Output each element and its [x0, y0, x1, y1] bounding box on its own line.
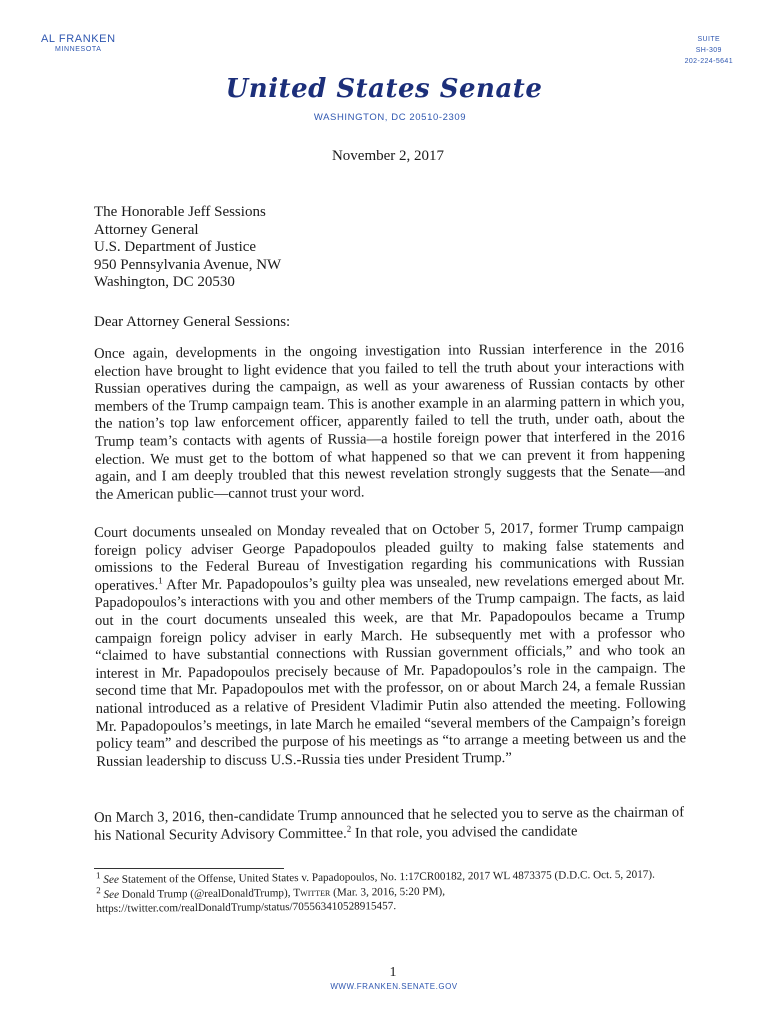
addressee-name: The Honorable Jeff Sessions [94, 204, 266, 220]
letter-date: November 2, 2017 [331, 148, 445, 164]
sender-name: AL FRANKEN [41, 33, 116, 45]
paragraph-2-text-b: After Mr. Papadopoulos’s guilty plea was unsealed, new revelations emerged about Mr. Papadopoulos’s interactions with you and other members of the Trump campaign. The facts, as laid out in the court documents unsealed this week, are that Mr. Papadopoulos became a Trump campaign foreign policy adviser in early March. He subsequently met with a professor who “claimed to have substantial connections with Russian government officials,” and who took an interest in Mr. Papadopoulos precisely because of Mr. Papadopoulos’s role in the campaign. The second time that Mr. Papadopoulos met with the professor, on or about March 24, a female Russian national introduced as a relative of President Vladimir Putin also attended the meeting. Following Mr. Papadopoulos’s meetings, in late March he emailed “several members of the Campaign’s foreign policy team” and described the purpose of his meetings as “to arrange a meeting between us and the Russian leadership to discuss U.S.-Russia ties under President Trump.” [94, 572, 687, 770]
phone-number: 202-224-5641 [684, 58, 733, 65]
body-paragraph-2 [94, 519, 686, 771]
addressee-title: Attorney General [94, 221, 199, 238]
addressee-city: Washington, DC 20530 [94, 274, 235, 290]
footnote-2-text-b: (Mar. 3, 2016, 5:20 PM), https://twitter.com/realDonaldTrump/status/705563410528915457. [96, 885, 446, 915]
footnote-2 [96, 882, 686, 916]
senate-letterhead-title: United States Senate [225, 74, 543, 104]
suite-number: SH-309 [695, 47, 722, 54]
footnote-ref-1: 1 [158, 575, 163, 586]
body-paragraph-3 [94, 804, 684, 845]
footnote-2-see: See [103, 888, 120, 901]
footnote-1-see: See [103, 873, 119, 886]
addressee-department: U.S. Department of Justice [94, 239, 257, 255]
paragraph-3-text-a: On March 3, 2016, then-candidate Trump announced that he selected you to serve as the chairman of his National Security Advisory Committee. [94, 804, 685, 844]
suite-label: SUITE [697, 36, 721, 43]
paragraph-3-text-b: In that role, you advised the candidate [351, 822, 578, 842]
footnote-2-twitter: Twitter [293, 886, 331, 900]
footnote-1-text: Statement of the Offense, United States v. Papadopoulos, No. 1:17CR00182, 2017 WL 4873375 (D.D.C. Oct. 5, 2017). [118, 868, 655, 886]
page-number: 1 [389, 965, 397, 980]
footnote-2-number: 2 [96, 885, 101, 896]
salutation: Dear Attorney General Sessions: [94, 314, 291, 330]
addressee-block [94, 204, 281, 292]
footnote-ref-2: 2 [346, 823, 352, 834]
footnotes [96, 867, 686, 917]
suite-block [685, 34, 733, 67]
addressee-street: 950 Pennsylvania Avenue, NW [94, 256, 282, 273]
footnote-2-text-a: Donald Trump (@realDonaldTrump), [118, 887, 294, 901]
footnote-divider [94, 868, 284, 869]
sender-state: MINNESOTA [55, 46, 102, 53]
paragraph-2-text-a: Court documents unsealed on Monday revealed that on October 5, 2017, former Trump campaign foreign policy adviser George Papadopoulos pleaded guilty to making false statements and omissions to the Federal Bureau of Investigation regarding his communications with Russian operatives. [94, 519, 685, 594]
footer-url: WWW.FRANKEN.SENATE.GOV [330, 982, 458, 991]
footnote-1-number: 1 [95, 870, 101, 881]
body-paragraph-1: Once again, developments in the ongoing investigation into Russian interference in the 2016 election have brought to light evidence that you failed to tell the truth about your interactions with Russian operatives during the campaign, as well as your awareness of Russian contacts by other members of the Trump campaign team. This is another example in an alarming pattern in which you, the nation’s top law enforcement officer, apparently failed to tell the truth, under oath, about the Trump team’s contacts with agents of Russia—a hostile foreign power that interfered in the 2016 election. We must get to the bottom of what happened so that we can prevent it from happening again, and I am deeply troubled that this newest revelation strongly suggests that the Senate—and the American public—cannot trust your word. [94, 340, 686, 503]
senate-address: WASHINGTON, DC 20510-2309 [313, 112, 467, 123]
